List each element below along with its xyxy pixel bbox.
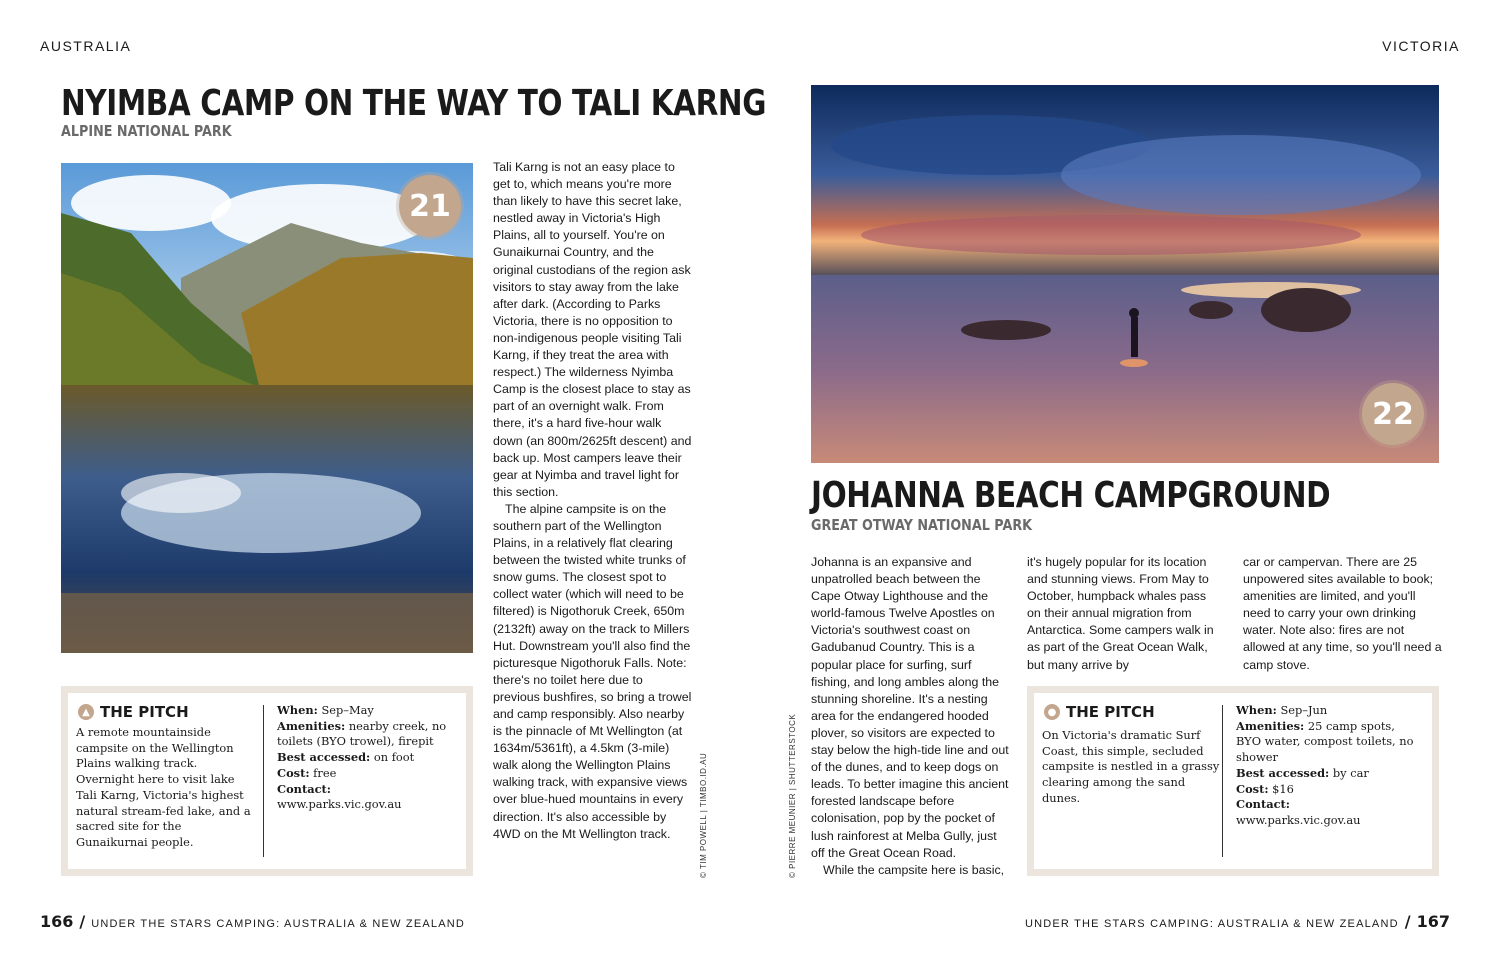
left-pitch-divider (263, 705, 264, 857)
folio-slash-left: / (79, 912, 86, 931)
book-title-left: UNDER THE STARS CAMPING: AUSTRALIA & NEW ZEALAND (91, 918, 466, 930)
fact-row: When: Sep–May (277, 703, 374, 717)
right-pitch-facts (1236, 703, 1422, 829)
footer-left (40, 912, 465, 931)
right-body-paragraph-1: Johanna is an expansive and unpatrolled beach between the Cape Otway Lighthouse and the world-famous Twelve Apostles on Victoria's southwest coast on Gadubanud Country. This is a popular place for surfing, surf fishing, and long ambles along the stunning shoreline. It's a nesting area for the endangered hooded plover, so visitors are expected to stay below the high-tide line and out of the dunes, and to keep dogs on leads. To better imagine this ancient forested landscape before colonisation, pop by the pocket of lush rainforest at Melba Gully, just off the Great Ocean Road. (811, 555, 1009, 860)
left-body-column (493, 159, 693, 843)
fact-row: www.parks.vic.gov.au (1236, 812, 1361, 827)
left-photo-credit: © TIM POWELL | TIMBO.ID.AU (699, 752, 708, 878)
left-pitch-heading-text: THE PITCH (100, 703, 189, 721)
right-pitch-text: On Victoria's dramatic Surf Coast, this simple, secluded campsite is nestled in a grassy clearing among the sand dunes. (1042, 728, 1220, 805)
lake-photo (61, 163, 473, 653)
left-article-subtitle: ALPINE NATIONAL PARK (61, 122, 232, 140)
left-pitch-text: A remote mountainside campsite on the Wellington Plains walking track. Overnight here to visit lake Tali Karng, Victoria's highest natural stream-fed lake, and a sacred site for the Gunaikurnai people. (76, 725, 251, 849)
page-number-left: 166 (40, 912, 74, 931)
book-title-right: UNDER THE STARS CAMPING: AUSTRALIA & NEW ZEALAND (1024, 918, 1399, 930)
fact-row: Best accessed: by car (1236, 765, 1369, 780)
beach-photo (811, 85, 1439, 463)
right-article-title: JOHANNA BEACH CAMPGROUND (811, 475, 1331, 516)
right-article-subtitle: GREAT OTWAY NATIONAL PARK (811, 516, 1033, 534)
left-article-title: NYIMBA CAMP ON THE WAY TO TALI KARNG (61, 83, 767, 124)
fact-row: Cost: $16 (1236, 781, 1294, 796)
right-pitch-heading (1044, 703, 1155, 721)
right-pitch-heading-text: THE PITCH (1066, 703, 1155, 721)
beach-photo-image (811, 85, 1439, 463)
right-body-column-1 (811, 554, 1011, 879)
folio-slash-right: / (1404, 912, 1411, 931)
lake-photo-image (61, 163, 473, 653)
running-head-left: AUSTRALIA (40, 38, 132, 54)
fact-row: www.parks.vic.gov.au (277, 797, 402, 812)
right-body-paragraph-2: While the campsite here is basic, (823, 862, 1005, 877)
site-number-badge-21: 21 (399, 175, 461, 237)
campervan-icon: ● (1044, 704, 1060, 720)
tent-icon: ▲ (78, 704, 94, 720)
right-photo-credit: © PIERRE MEUNIER | SHUTTERSTOCK (788, 713, 797, 878)
left-body-paragraph-1: Tali Karng is not an easy place to get to, which means you're more than likely to have this secret lake, nestled away in Victoria's High Plains, all to yourself. You're on Gunaikurnai Country, and the original custodians of the region ask visitors to stay away from the lake after dark. (According to Parks Victoria, there is no opposition to non-indigenous people visiting Tali Karng, if they treat the area with respect.) The wilderness Nyimba Camp is the closest place to stay as part of an overnight walk. From there, it's a hard five-hour walk down (an 800m/2625ft descent) and back up. Most campers leave their gear at Nyimba and travel light for this section. (493, 160, 692, 499)
fact-row: Best accessed: on foot (277, 750, 415, 765)
right-body-column-2: it's hugely popular for its location and stunning views. From May to October, humpback whales pass on their annual migration from Antarctica. Some campers walk in as part of the Great Ocean Walk, but many arrive by (1027, 555, 1214, 672)
footer-right (1025, 912, 1450, 931)
right-pitch-divider (1222, 705, 1223, 857)
running-head-right: VICTORIA (1382, 38, 1460, 54)
right-pitch-box (1027, 686, 1439, 876)
left-pitch-box (61, 686, 473, 876)
fact-row: Amenities: nearby creek, no toilets (BYO trowel), firepit (277, 718, 447, 749)
fact-row: Cost: free (277, 765, 337, 780)
fact-row: Contact: (277, 781, 331, 796)
left-pitch-facts (277, 703, 457, 813)
left-body-paragraph-2: The alpine campsite is on the southern part of the Wellington Plains, in a relatively flat clearing between the twisted white trunks of snow gums. The closest spot to collect water (which will need to be filtered) is Nigothoruk Creek, 650m (2132ft) away on the track to Millers Hut. Downstream you'll also find the picturesque Nigothoruk Falls. Note: there's no toilet here due to previous bushfires, so bring a trowel and camp responsibly. Also nearby is the pinnacle of Mt Wellington (at 1634m/5361ft), a 4.5km (3-mile) walk along the Wellington Plains walking track, with expansive views over blue-hued mountains in every direction. It's also accessible by 4WD on the Mt Wellington track. (493, 501, 692, 841)
fact-row: When: Sep–Jun (1236, 703, 1328, 717)
fact-row: Amenities: 25 camp spots, BYO water, compost toilets, no shower (1236, 718, 1414, 765)
site-number-badge-22: 22 (1362, 383, 1424, 445)
left-pitch-heading (78, 703, 189, 721)
right-body-column-3: car or campervan. There are 25 unpowered sites available to book; amenities are limited, and you'll need to carry your own drinking water. Note also: fires are not allowed at any time, so you'll need a camp stove. (1243, 555, 1442, 672)
fact-row: Contact: (1236, 797, 1290, 812)
page-number-right: 167 (1416, 912, 1450, 931)
